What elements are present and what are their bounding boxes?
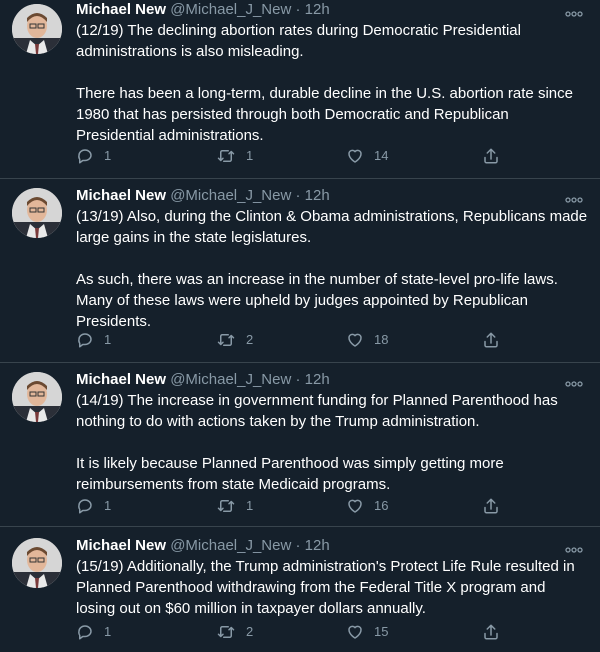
reply-icon xyxy=(76,331,94,349)
reply-count: 1 xyxy=(104,498,112,513)
retweet-button[interactable] xyxy=(216,496,253,516)
reply-count: 1 xyxy=(104,332,112,347)
tweet-header xyxy=(76,370,330,390)
reply-button[interactable] xyxy=(76,496,111,516)
like-button[interactable] xyxy=(346,146,388,166)
retweet-button[interactable] xyxy=(216,622,253,642)
author-name[interactable]: Michael New xyxy=(76,371,167,388)
more-icon[interactable] xyxy=(564,542,584,552)
separator: · xyxy=(295,1,301,18)
reply-count: 1 xyxy=(104,624,112,639)
share-button[interactable] xyxy=(482,622,500,642)
like-icon xyxy=(346,147,364,165)
like-button[interactable] xyxy=(346,330,388,350)
avatar-photo xyxy=(12,188,62,238)
retweet-button[interactable] xyxy=(216,330,253,350)
tweet-header xyxy=(76,0,330,20)
divider xyxy=(0,526,600,527)
avatar[interactable] xyxy=(12,188,62,238)
tweet-text xyxy=(76,556,588,619)
reply-button[interactable] xyxy=(76,622,111,642)
retweet-count: 2 xyxy=(246,624,254,639)
tweet-paragraph: As such, there was an increase in the number of state-level pro-life laws. Many of these laws were upheld by judges appointed by Republican Presidents. xyxy=(76,271,558,330)
reply-icon xyxy=(76,497,94,515)
tweet-text xyxy=(76,390,588,495)
avatar-photo xyxy=(12,4,62,54)
more-icon[interactable] xyxy=(564,376,584,386)
like-count: 16 xyxy=(374,498,389,513)
tweet-paragraph: It is likely because Planned Parenthood was simply getting more reimbursements from state Medicaid programs. xyxy=(76,455,504,493)
retweet-count: 1 xyxy=(246,148,254,163)
separator: · xyxy=(295,187,301,204)
author-handle[interactable]: @Michael_J_New xyxy=(170,187,292,204)
divider xyxy=(0,362,600,363)
author-name[interactable]: Michael New xyxy=(76,1,167,18)
author-handle[interactable]: @Michael_J_New xyxy=(170,371,292,388)
tweet-paragraph: (15/19) Additionally, the Trump administration's Protect Life Rule resulted in Planned Parenthood withdrawing from the Federal Title X program and losing out on $60 million in taxpayer dollars annually. xyxy=(76,558,575,617)
avatar[interactable] xyxy=(12,538,62,588)
avatar-photo xyxy=(12,538,62,588)
tweet-header xyxy=(76,536,330,556)
tweet[interactable] xyxy=(0,0,600,178)
divider xyxy=(0,178,600,179)
like-icon xyxy=(346,497,364,515)
tweet[interactable] xyxy=(0,370,600,522)
author-name[interactable]: Michael New xyxy=(76,187,167,204)
tweet-actions xyxy=(76,496,596,516)
separator: · xyxy=(295,537,301,554)
timestamp[interactable]: 12h xyxy=(304,1,330,18)
more-icon[interactable] xyxy=(564,6,584,16)
tweet-paragraph: (12/19) The declining abortion rates during Democratic Presidential administrations is also misleading. xyxy=(76,22,521,60)
reply-icon xyxy=(76,623,94,641)
share-icon xyxy=(482,497,500,515)
retweet-icon xyxy=(216,623,236,641)
like-count: 18 xyxy=(374,332,389,347)
retweet-button[interactable] xyxy=(216,146,253,166)
retweet-count: 2 xyxy=(246,332,254,347)
retweet-icon xyxy=(216,331,236,349)
like-icon xyxy=(346,623,364,641)
reply-icon xyxy=(76,147,94,165)
share-button[interactable] xyxy=(482,330,500,350)
retweet-icon xyxy=(216,497,236,515)
like-count: 14 xyxy=(374,148,389,163)
share-button[interactable] xyxy=(482,146,500,166)
like-count: 15 xyxy=(374,624,389,639)
share-icon xyxy=(482,147,500,165)
more-icon[interactable] xyxy=(564,192,584,202)
retweet-count: 1 xyxy=(246,498,254,513)
share-icon xyxy=(482,331,500,349)
share-button[interactable] xyxy=(482,496,500,516)
timestamp[interactable]: 12h xyxy=(304,537,330,554)
tweet-actions xyxy=(76,622,596,642)
like-button[interactable] xyxy=(346,496,388,516)
author-name[interactable]: Michael New xyxy=(76,537,167,554)
tweet-text xyxy=(76,20,588,146)
reply-button[interactable] xyxy=(76,146,111,166)
tweet-paragraph: (14/19) The increase in government funding for Planned Parenthood has nothing to do with actions taken by the Trump administration. xyxy=(76,392,558,430)
tweet-actions xyxy=(76,146,596,166)
separator: · xyxy=(295,371,301,388)
like-button[interactable] xyxy=(346,622,388,642)
tweet-paragraph: There has been a long-term, durable decline in the U.S. abortion rate since 1980 that has persisted through both Democratic and Republican Presidential administrations. xyxy=(76,85,573,144)
avatar[interactable] xyxy=(12,372,62,422)
reply-count: 1 xyxy=(104,148,112,163)
author-handle[interactable]: @Michael_J_New xyxy=(170,1,292,18)
tweet-actions xyxy=(76,330,596,350)
tweet-paragraph: (13/19) Also, during the Clinton & Obama administrations, Republicans made large gains in the state legislatures. xyxy=(76,208,588,246)
avatar[interactable] xyxy=(12,4,62,54)
tweet-text xyxy=(76,206,588,332)
avatar-photo xyxy=(12,372,62,422)
like-icon xyxy=(346,331,364,349)
timestamp[interactable]: 12h xyxy=(304,371,330,388)
tweet[interactable] xyxy=(0,186,600,358)
author-handle[interactable]: @Michael_J_New xyxy=(170,537,292,554)
tweet-header xyxy=(76,186,330,206)
share-icon xyxy=(482,623,500,641)
timestamp[interactable]: 12h xyxy=(304,187,330,204)
tweet[interactable] xyxy=(0,536,600,652)
reply-button[interactable] xyxy=(76,330,111,350)
retweet-icon xyxy=(216,147,236,165)
